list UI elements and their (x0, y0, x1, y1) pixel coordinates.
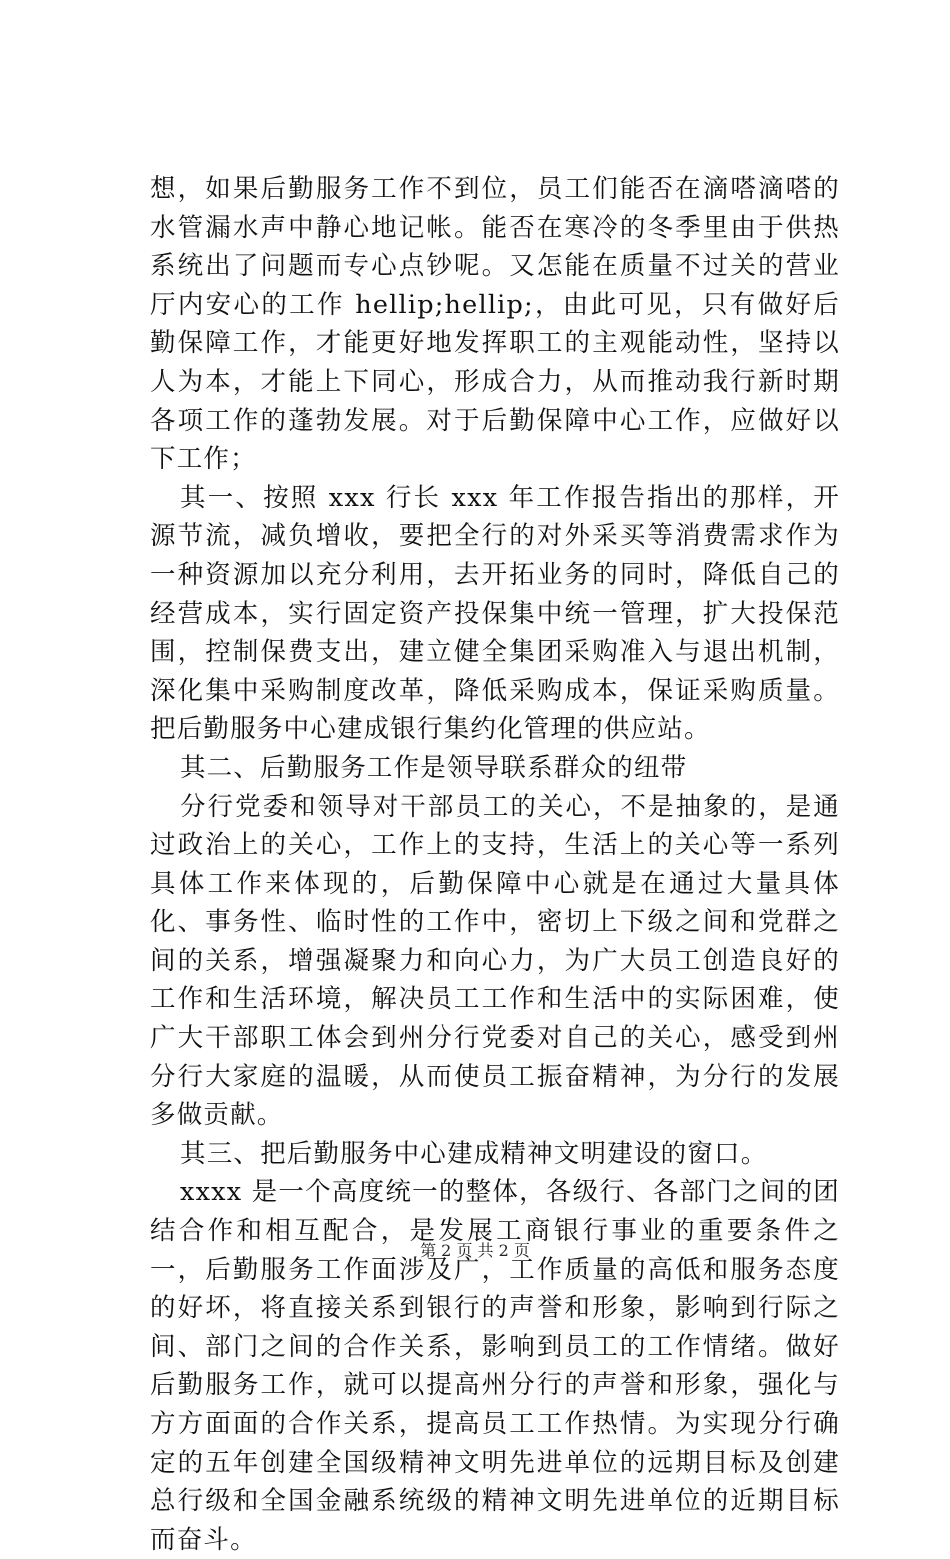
document-body (150, 170, 840, 1559)
paragraph-section-three-body: xxxx 是一个高度统一的整体，各级行、各部门之间的团结合作和相互配合，是发展工商银行事业的重要条件之一，后勤服务工作面涉及广，工作质量的高低和服务态度的好坏，将直接关系到银行的声誉和形象，影响到行际之间、部门之间的合作关系，影响到员工的工作情绪。做好后勤服务工作，就可以提高州分行的声誉和形象，强化与方方面面的合作关系，提高员工工作热情。为实现分行确定的五年创建全国级精神文明先进单位的远期目标及创建总行级和全国金融系统级的精神文明先进单位的近期目标而奋斗。 (150, 1177, 840, 1555)
page-number-footer: 第 2 页 共 2 页 (420, 1241, 530, 1260)
paragraph-continuation: 想，如果后勤服务工作不到位，员工们能否在滴嗒滴嗒的水管漏水声中静心地记帐。能否在寒冷的冬季里由于供热系统出了问题而专心点钞呢。又怎能在质量不过关的营业厅内安心的工作 hellip;hellip;，由此可见，只有做好后勤保障工作，才能更好地发挥职工的主观能动性，坚持以人为本，才能上下同心，形成合力，从而推动我行新时期各项工作的蓬勃发展。对于后勤保障中心工作，应做好以下工作； (150, 174, 840, 475)
heading-section-three: 其三、把后勤服务中心建成精神文明建设的窗口。 (180, 1138, 768, 1169)
paragraph-section-two-body: 分行党委和领导对干部员工的关心，不是抽象的，是通过政治上的关心，工作上的支持，生活上的关心等一系列具体工作来体现的，后勤保障中心就是在通过大量具体化、事务性、临时性的工作中，密切上下级之间和党群之间的关系，增强凝聚力和向心力，为广大员工创造良好的工作和生活环境，解决员工工作和生活中的实际困难，使广大干部职工体会到州分行党委对自己的关心，感受到州分行大家庭的温暖，从而使员工振奋精神，为分行的发展多做贡献。 (150, 791, 840, 1131)
heading-section-two: 其二、后勤服务工作是领导联系群众的纽带 (180, 752, 688, 783)
paragraph-section-one: 其一、按照 xxx 行长 xxx 年工作报告指出的那样，开源节流，减负增收，要把全行的对外采买等消费需求作为一种资源加以充分利用，去开拓业务的同时，降低自己的经营成本，实行固定资产投保集中统一管理，扩大投保范围，控制保费支出，建立健全集团采购准入与退出机制，深化集中采购制度改革，降低采购成本，保证采购质量。把后勤服务中心建成银行集约化管理的供应站。 (150, 482, 840, 745)
